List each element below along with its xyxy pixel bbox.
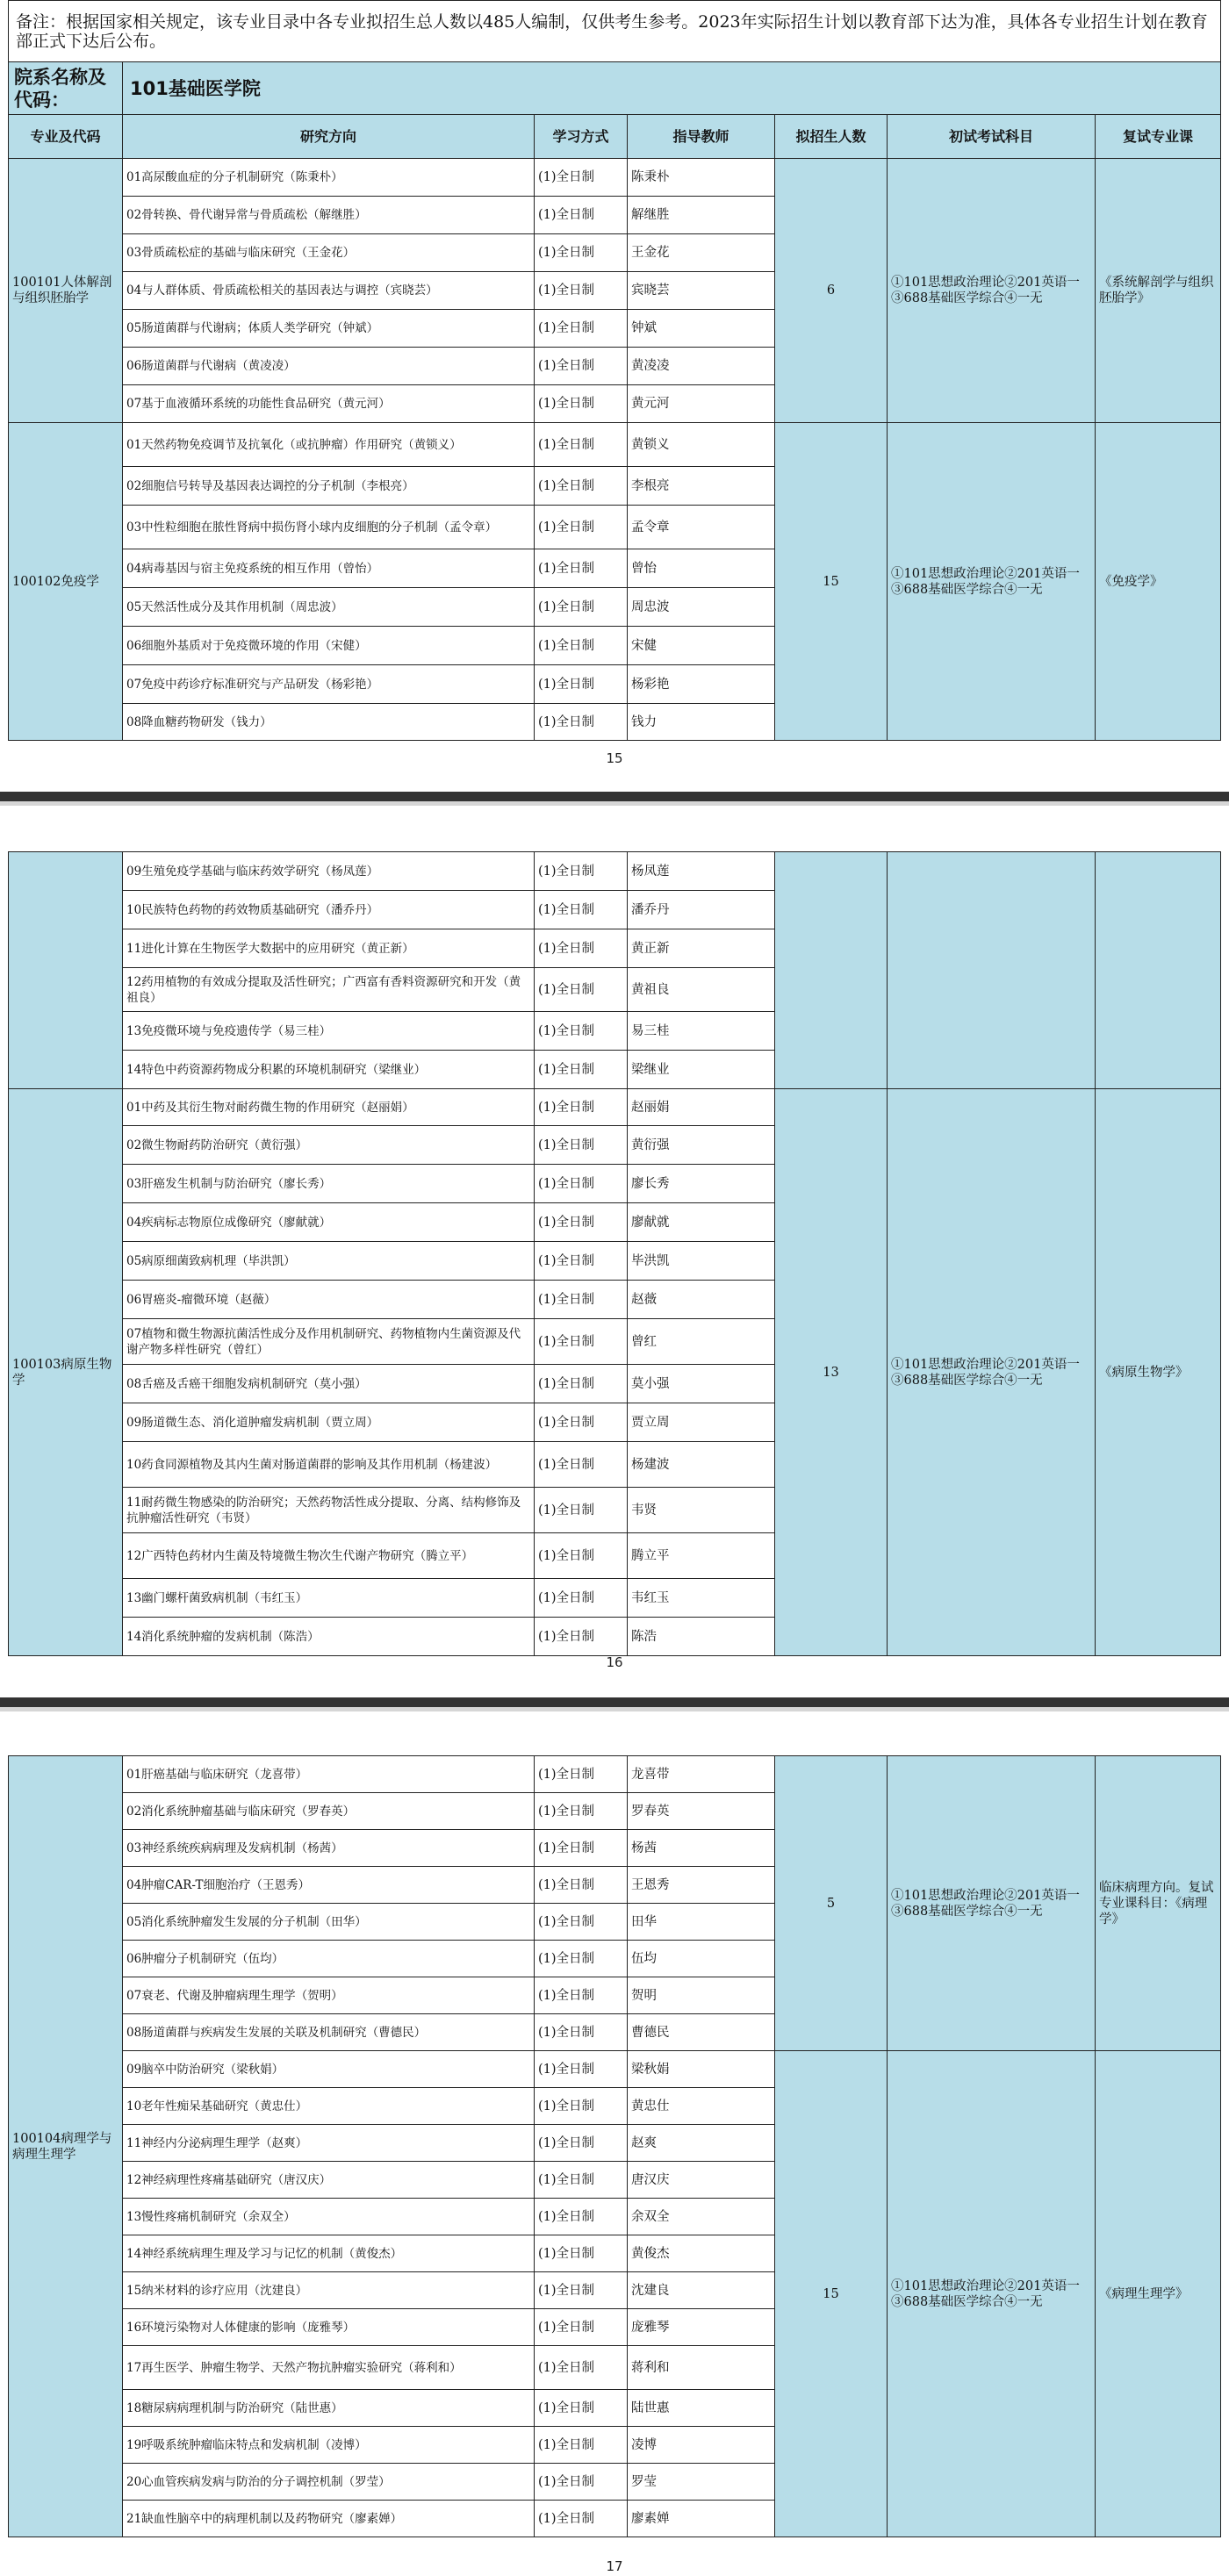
research-direction: 19呼吸系统肿瘤临床特点和发病机制（凌博）	[123, 2427, 535, 2464]
advisor-name: 周忠波	[628, 588, 775, 627]
research-direction: 01肝癌基础与临床研究（龙喜带）	[123, 1756, 535, 1793]
admission-note: 备注：根据国家相关规定，该专业目录中各专业拟招生总人数以485人编制，仅供考生参考。2023年实际招生计划以教育部下达为准，具体各专业招生计划在教育部正式下达后公布。	[9, 1, 1221, 62]
study-mode: (1)全日制	[535, 1242, 628, 1281]
header-initial-exam: 初试考试科目	[888, 115, 1096, 159]
advisor-name: 杨茜	[628, 1830, 775, 1867]
study-mode: (1)全日制	[535, 2272, 628, 2309]
research-direction: 15纳米材料的诊疗应用（沈建良）	[123, 2272, 535, 2309]
study-mode: (1)全日制	[535, 2346, 628, 2390]
advisor-name: 余双全	[628, 2199, 775, 2235]
major-code-name: 100102免疫学	[9, 423, 123, 741]
research-direction: 06肠道菌群与代谢病（黄凌凌）	[123, 348, 535, 385]
advisor-name: 贺明	[628, 1977, 775, 2014]
research-direction: 12药用植物的有效成分提取及活性研究；广西富有香料资源研究和开发（黄祖良）	[123, 968, 535, 1012]
study-mode: (1)全日制	[535, 2162, 628, 2199]
research-direction: 16环境污染物对人体健康的影响（庞雅琴）	[123, 2309, 535, 2346]
advisor-name: 沈建良	[628, 2272, 775, 2309]
department-label: 院系名称及代码：	[9, 62, 123, 115]
advisor-name: 王恩秀	[628, 1867, 775, 1904]
study-mode: (1)全日制	[535, 2464, 628, 2501]
study-mode: (1)全日制	[535, 1618, 628, 1656]
study-mode: (1)全日制	[535, 197, 628, 234]
study-mode: (1)全日制	[535, 1365, 628, 1403]
research-direction: 02微生物耐药防治研究（黄衍强）	[123, 1126, 535, 1165]
research-direction: 05肠道菌群与代谢病；体质人类学研究（钟斌）	[123, 310, 535, 348]
advisor-name: 黄正新	[628, 929, 775, 968]
advisor-name: 韦贤	[628, 1488, 775, 1533]
advisor-name: 梁继业	[628, 1051, 775, 1089]
enrollment-count: 13	[775, 1089, 888, 1656]
research-direction: 04疾病标志物原位成像研究（廖献就）	[123, 1203, 535, 1242]
page-number: 17	[606, 2558, 623, 2574]
study-mode: (1)全日制	[535, 1904, 628, 1941]
initial-exam-subjects: ①101思想政治理论②201英语一③688基础医学综合④一无	[888, 159, 1096, 423]
retest-course: 《病原生物学》	[1096, 1089, 1221, 1656]
research-direction: 01天然药物免疫调节及抗氧化（或抗肿瘤）作用研究（黄锁义）	[123, 423, 535, 467]
research-direction: 10药食同源植物及其内生菌对肠道菌群的影响及其作用机制（杨建波）	[123, 1442, 535, 1488]
study-mode: (1)全日制	[535, 627, 628, 665]
advisor-name: 赵爽	[628, 2125, 775, 2162]
major-code-name: 100104病理学与病理生理学	[9, 1756, 123, 2537]
study-mode: (1)全日制	[535, 310, 628, 348]
study-mode: (1)全日制	[535, 1203, 628, 1242]
page-17	[0, 1755, 1229, 2576]
research-direction: 04与人群体质、骨质疏松相关的基因表达与调控（宾晓芸）	[123, 272, 535, 310]
research-direction: 04肿瘤CAR-T细胞治疗（王恩秀）	[123, 1867, 535, 1904]
advisor-name: 庞雅琴	[628, 2309, 775, 2346]
research-direction: 01中药及其衍生物对耐药微生物的作用研究（赵丽娟）	[123, 1089, 535, 1126]
advisor-name: 赵丽娟	[628, 1089, 775, 1126]
research-direction: 08舌癌及舌癌干细胞发病机制研究（莫小强）	[123, 1365, 535, 1403]
enrollment-count: 6	[775, 159, 888, 423]
major-code-name: 100101人体解剖与组织胚胎学	[9, 159, 123, 423]
research-direction: 09肠道微生态、消化道肿瘤发病机制（贾立周）	[123, 1403, 535, 1442]
advisor-name: 龙喜带	[628, 1756, 775, 1793]
study-mode: (1)全日制	[535, 234, 628, 272]
advisor-name: 黄祖良	[628, 968, 775, 1012]
study-mode: (1)全日制	[535, 1089, 628, 1126]
research-direction: 04病毒基因与宿主免疫系统的相互作用（曾怡）	[123, 549, 535, 588]
study-mode: (1)全日制	[535, 1165, 628, 1203]
enrollment-table	[8, 0, 1221, 741]
advisor-name: 钱力	[628, 704, 775, 741]
study-mode: (1)全日制	[535, 272, 628, 310]
initial-exam-subjects	[888, 852, 1096, 1089]
research-direction: 02细胞信号转导及基因表达调控的分子机制（李根亮）	[123, 467, 535, 506]
research-direction: 10老年性痴呆基础研究（黄忠仕）	[123, 2088, 535, 2125]
study-mode: (1)全日制	[535, 1442, 628, 1488]
advisor-name: 田华	[628, 1904, 775, 1941]
study-mode: (1)全日制	[535, 2014, 628, 2051]
department-name: 101基础医学院	[123, 62, 1221, 115]
header-research-direction: 研究方向	[123, 115, 535, 159]
study-mode: (1)全日制	[535, 467, 628, 506]
major-code-name	[9, 852, 123, 1089]
study-mode: (1)全日制	[535, 1488, 628, 1533]
enrollment-table	[8, 1755, 1221, 2537]
research-direction: 10民族特色药物的药效物质基础研究（潘乔丹）	[123, 891, 535, 929]
advisor-name: 伍均	[628, 1941, 775, 1977]
advisor-name: 杨凤莲	[628, 852, 775, 891]
research-direction: 14特色中药资源药物成分积累的环境机制研究（梁继业）	[123, 1051, 535, 1089]
advisor-name: 黄衍强	[628, 1126, 775, 1165]
study-mode: (1)全日制	[535, 1756, 628, 1793]
research-direction: 05天然活性成分及其作用机制（周忠波）	[123, 588, 535, 627]
research-direction: 03中性粒细胞在脓性肾病中损伤肾小球内皮细胞的分子机制（孟令章）	[123, 506, 535, 549]
advisor-name: 陆世惠	[628, 2390, 775, 2427]
retest-course	[1096, 852, 1221, 1089]
study-mode: (1)全日制	[535, 1533, 628, 1579]
initial-exam-subjects: ①101思想政治理论②201英语一③688基础医学综合④一无	[888, 1756, 1096, 2051]
study-mode: (1)全日制	[535, 1793, 628, 1830]
research-direction: 06肿瘤分子机制研究（伍均）	[123, 1941, 535, 1977]
study-mode: (1)全日制	[535, 1830, 628, 1867]
research-direction: 06胃癌炎-瘤微环境（赵薇）	[123, 1281, 535, 1319]
advisor-name: 黄锁义	[628, 423, 775, 467]
research-direction: 11神经内分泌病理生理学（赵爽）	[123, 2125, 535, 2162]
advisor-name: 杨彩艳	[628, 665, 775, 704]
study-mode: (1)全日制	[535, 1941, 628, 1977]
study-mode: (1)全日制	[535, 1281, 628, 1319]
page-number: 16	[606, 1654, 623, 1670]
study-mode: (1)全日制	[535, 588, 628, 627]
advisor-name: 宾晓芸	[628, 272, 775, 310]
study-mode: (1)全日制	[535, 1867, 628, 1904]
research-direction: 17再生医学、肿瘤生物学、天然产物抗肿瘤实验研究（蒋利和）	[123, 2346, 535, 2390]
initial-exam-subjects: ①101思想政治理论②201英语一③688基础医学综合④一无	[888, 2051, 1096, 2537]
study-mode: (1)全日制	[535, 852, 628, 891]
research-direction: 03肝癌发生机制与防治研究（廖长秀）	[123, 1165, 535, 1203]
study-mode: (1)全日制	[535, 665, 628, 704]
study-mode: (1)全日制	[535, 1977, 628, 2014]
advisor-name: 黄忠仕	[628, 2088, 775, 2125]
research-direction: 14消化系统肿瘤的发病机制（陈浩）	[123, 1618, 535, 1656]
study-mode: (1)全日制	[535, 704, 628, 741]
advisor-name: 罗春英	[628, 1793, 775, 1830]
advisor-name: 李根亮	[628, 467, 775, 506]
study-mode: (1)全日制	[535, 929, 628, 968]
page-15	[0, 0, 1229, 790]
research-direction: 03神经系统疾病病理及发病机制（杨茜）	[123, 1830, 535, 1867]
advisor-name: 腾立平	[628, 1533, 775, 1579]
advisor-name: 廖素婵	[628, 2501, 775, 2537]
advisor-name: 毕洪凯	[628, 1242, 775, 1281]
header-retest-course: 复试专业课	[1096, 115, 1221, 159]
major-code-name: 100103病原生物学	[9, 1089, 123, 1656]
enrollment-count	[775, 852, 888, 1089]
advisor-name: 莫小强	[628, 1365, 775, 1403]
study-mode: (1)全日制	[535, 1126, 628, 1165]
research-direction: 13幽门螺杆菌致病机制（韦红玉）	[123, 1579, 535, 1618]
enrollment-count: 15	[775, 423, 888, 741]
research-direction: 06细胞外基质对于免疫微环境的作用（宋健）	[123, 627, 535, 665]
research-direction: 11耐药微生物感染的防治研究；天然药物活性成分提取、分离、结构修饰及抗肿瘤活性研究（韦贤）	[123, 1488, 535, 1533]
advisor-name: 曾红	[628, 1319, 775, 1365]
study-mode: (1)全日制	[535, 2125, 628, 2162]
retest-course: 临床病理方向。复试专业课科目：《病理学》	[1096, 1756, 1221, 2051]
research-direction: 11进化计算在生物医学大数据中的应用研究（黄正新）	[123, 929, 535, 968]
research-direction: 05病原细菌致病机理（毕洪凯）	[123, 1242, 535, 1281]
research-direction: 12广西特色药材内生菌及特境微生物次生代谢产物研究（腾立平）	[123, 1533, 535, 1579]
study-mode: (1)全日制	[535, 2427, 628, 2464]
advisor-name: 易三桂	[628, 1012, 775, 1051]
page-separator	[0, 1697, 1229, 1711]
research-direction: 07衰老、代谢及肿瘤病理生理学（贺明）	[123, 1977, 535, 2014]
enrollment-count: 5	[775, 1756, 888, 2051]
research-direction: 03骨质疏松症的基础与临床研究（王金花）	[123, 234, 535, 272]
study-mode: (1)全日制	[535, 1579, 628, 1618]
research-direction: 12神经病理性疼痛基础研究（唐汉庆）	[123, 2162, 535, 2199]
research-direction: 02骨转换、骨代谢异常与骨质疏松（解继胜）	[123, 197, 535, 234]
research-direction: 01高尿酸血症的分子机制研究（陈秉朴）	[123, 159, 535, 197]
research-direction: 02消化系统肿瘤基础与临床研究（罗春英）	[123, 1793, 535, 1830]
header-advisor: 指导教师	[628, 115, 775, 159]
initial-exam-subjects: ①101思想政治理论②201英语一③688基础医学综合④一无	[888, 423, 1096, 741]
advisor-name: 贾立周	[628, 1403, 775, 1442]
study-mode: (1)全日制	[535, 891, 628, 929]
advisor-name: 陈秉朴	[628, 159, 775, 197]
study-mode: (1)全日制	[535, 1012, 628, 1051]
page-number: 15	[606, 750, 623, 766]
study-mode: (1)全日制	[535, 968, 628, 1012]
research-direction: 05消化系统肿瘤发生发展的分子机制（田华）	[123, 1904, 535, 1941]
study-mode: (1)全日制	[535, 1319, 628, 1365]
study-mode: (1)全日制	[535, 1403, 628, 1442]
advisor-name: 黄俊杰	[628, 2235, 775, 2272]
advisor-name: 曾怡	[628, 549, 775, 588]
research-direction: 20心血管疾病发病与防治的分子调控机制（罗莹）	[123, 2464, 535, 2501]
study-mode: (1)全日制	[535, 2051, 628, 2088]
advisor-name: 凌博	[628, 2427, 775, 2464]
research-direction: 07基于血液循环系统的功能性食品研究（黄元河）	[123, 385, 535, 423]
research-direction: 13免疫微环境与免疫遗传学（易三桂）	[123, 1012, 535, 1051]
research-direction: 08降血糖药物研发（钱力）	[123, 704, 535, 741]
research-direction: 09脑卒中防治研究（梁秋娟）	[123, 2051, 535, 2088]
advisor-name: 孟令章	[628, 506, 775, 549]
study-mode: (1)全日制	[535, 2309, 628, 2346]
study-mode: (1)全日制	[535, 1051, 628, 1089]
advisor-name: 曹德民	[628, 2014, 775, 2051]
retest-course: 《病理生理学》	[1096, 2051, 1221, 2537]
study-mode: (1)全日制	[535, 2199, 628, 2235]
enrollment-count: 15	[775, 2051, 888, 2537]
enrollment-table	[8, 851, 1221, 1656]
advisor-name: 宋健	[628, 627, 775, 665]
study-mode: (1)全日制	[535, 2501, 628, 2537]
page-separator	[0, 792, 1229, 806]
study-mode: (1)全日制	[535, 385, 628, 423]
study-mode: (1)全日制	[535, 348, 628, 385]
advisor-name: 陈浩	[628, 1618, 775, 1656]
advisor-name: 廖献就	[628, 1203, 775, 1242]
research-direction: 21缺血性脑卒中的病理机制以及药物研究（廖素婵）	[123, 2501, 535, 2537]
retest-course: 《免疫学》	[1096, 423, 1221, 741]
study-mode: (1)全日制	[535, 549, 628, 588]
page-16	[0, 851, 1229, 1694]
study-mode: (1)全日制	[535, 2088, 628, 2125]
advisor-name: 罗莹	[628, 2464, 775, 2501]
header-enrollment-count: 拟招生人数	[775, 115, 888, 159]
advisor-name: 解继胜	[628, 197, 775, 234]
study-mode: (1)全日制	[535, 506, 628, 549]
research-direction: 13慢性疼痛机制研究（余双全）	[123, 2199, 535, 2235]
advisor-name: 廖长秀	[628, 1165, 775, 1203]
advisor-name: 黄凌凌	[628, 348, 775, 385]
advisor-name: 杨建波	[628, 1442, 775, 1488]
advisor-name: 蒋利和	[628, 2346, 775, 2390]
advisor-name: 钟斌	[628, 310, 775, 348]
header-major-code: 专业及代码	[9, 115, 123, 159]
advisor-name: 王金花	[628, 234, 775, 272]
advisor-name: 唐汉庆	[628, 2162, 775, 2199]
research-direction: 09生殖免疫学基础与临床药效学研究（杨凤莲）	[123, 852, 535, 891]
retest-course: 《系统解剖学与组织胚胎学》	[1096, 159, 1221, 423]
initial-exam-subjects: ①101思想政治理论②201英语一③688基础医学综合④一无	[888, 1089, 1096, 1656]
advisor-name: 梁秋娟	[628, 2051, 775, 2088]
research-direction: 07免疫中药诊疗标准研究与产品研发（杨彩艳）	[123, 665, 535, 704]
advisor-name: 赵薇	[628, 1281, 775, 1319]
advisor-name: 潘乔丹	[628, 891, 775, 929]
research-direction: 07植物和微生物源抗菌活性成分及作用机制研究、药物植物内生菌资源及代谢产物多样性研究（曾红）	[123, 1319, 535, 1365]
study-mode: (1)全日制	[535, 2390, 628, 2427]
research-direction: 18糖尿病病理机制与防治研究（陆世惠）	[123, 2390, 535, 2427]
advisor-name: 韦红玉	[628, 1579, 775, 1618]
research-direction: 08肠道菌群与疾病发生发展的关联及机制研究（曹德民）	[123, 2014, 535, 2051]
study-mode: (1)全日制	[535, 2235, 628, 2272]
header-study-mode: 学习方式	[535, 115, 628, 159]
study-mode: (1)全日制	[535, 423, 628, 467]
study-mode: (1)全日制	[535, 159, 628, 197]
research-direction: 14神经系统病理生理及学习与记忆的机制（黄俊杰）	[123, 2235, 535, 2272]
advisor-name: 黄元河	[628, 385, 775, 423]
